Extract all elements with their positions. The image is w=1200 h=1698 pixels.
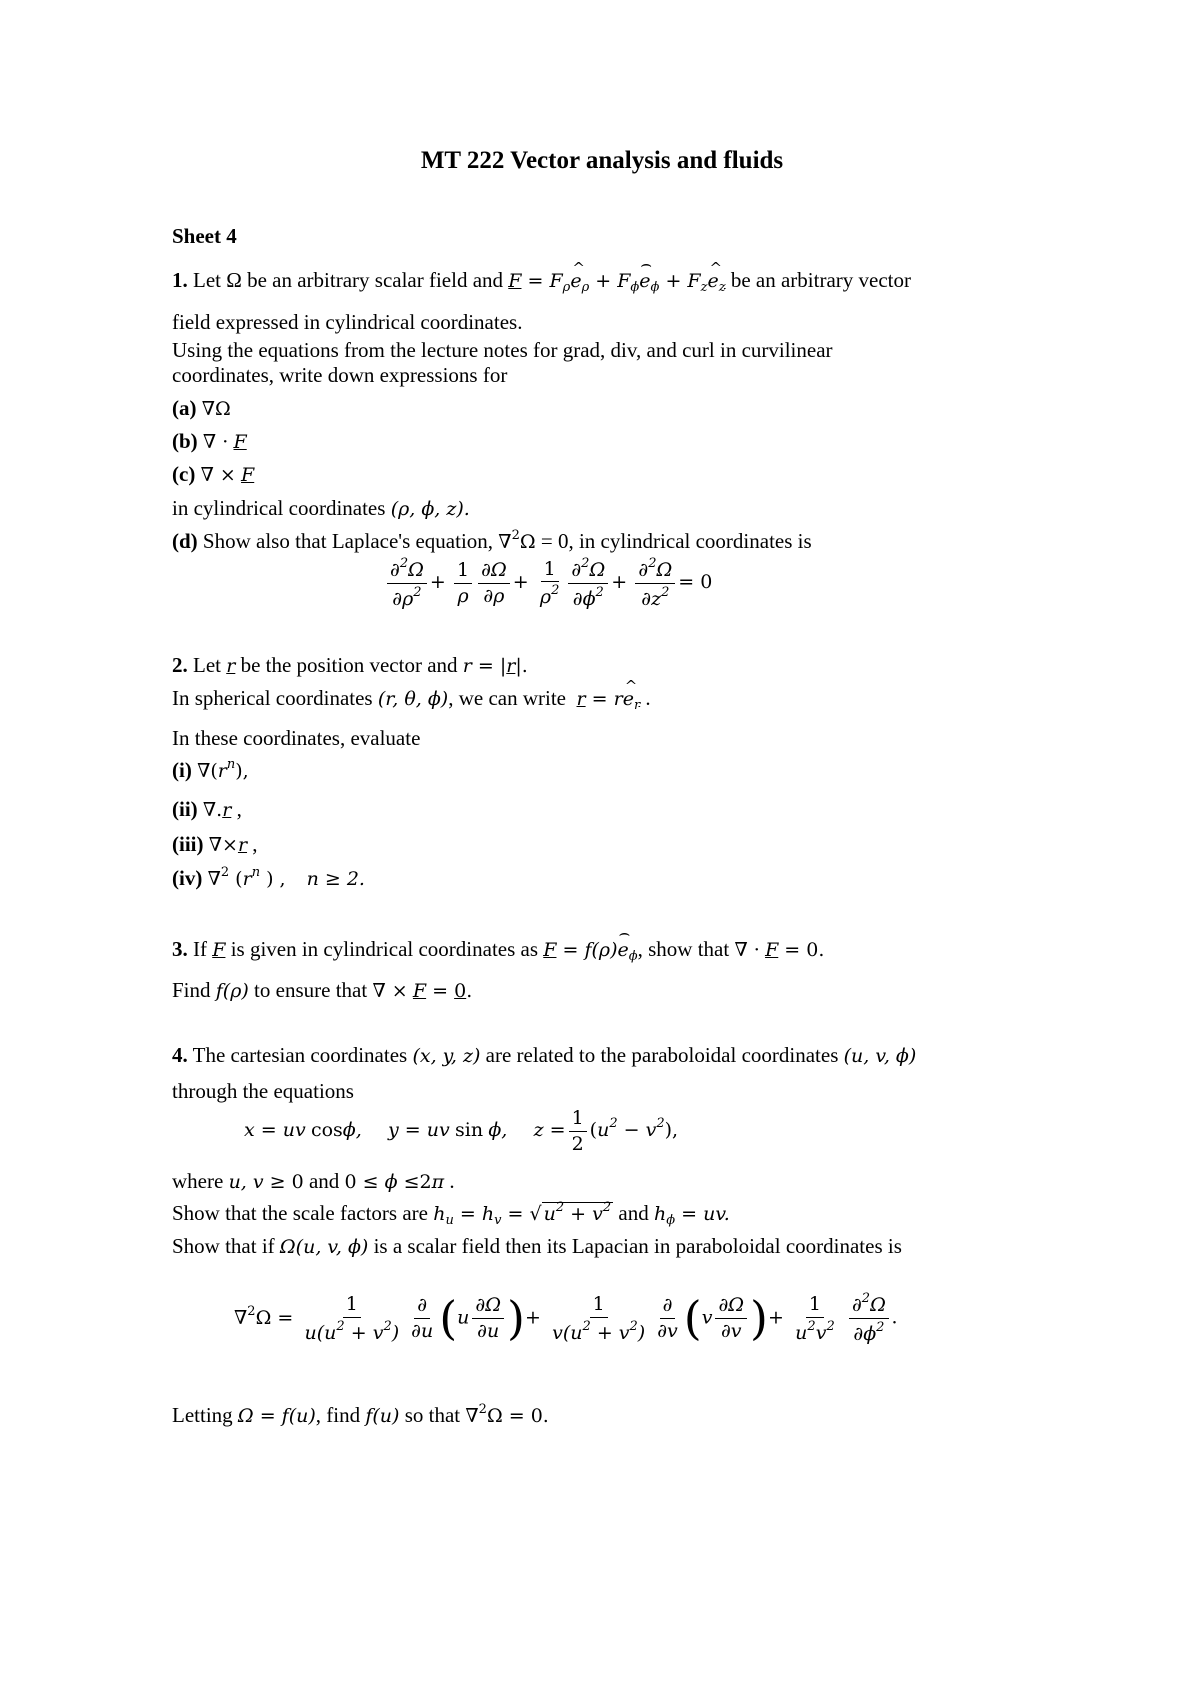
page-title: MT 222 Vector analysis and fluids (420, 147, 784, 174)
q4-scale-factors: Show that the scale factors are $h_u = h_v$ = √ $u^2 + v^2$ and $h_\phi$ = uv. (172, 1200, 730, 1228)
q1-part-a: (a) ∇Ω (172, 396, 231, 420)
q1-line4: coordinates, write down expressions for (172, 363, 508, 387)
q1-line2: field expressed in cylindrical coordinates. (172, 310, 523, 334)
q1-part-b: (b) ∇ · F (172, 429, 247, 453)
q2-line3: In these coordinates, evaluate (172, 726, 421, 750)
sheet-label: Sheet 4 (172, 224, 237, 248)
cylindrical-laplacian-equation: $\frac{\partial^2\Omega}{\partial\rho^2}$ + $\frac{1}{\rho}$ $\frac{\partial\Omega}{\partial\rho}$ + $\frac{1}{\rho^2}$ $\frac{\partial^2\Omega}{\partial\phi^2}$ + $\frac{\partial^2\Omega}{\partial z^2}$ = 0 (384, 557, 712, 610)
q4-final: Letting Ω = f(u), find f(u) so that ∇$^2$Ω = 0. (172, 1402, 549, 1427)
q2-line2: In spherical coordinates (r, θ, ϕ), we can write r = r^ $e_r$ . (172, 685, 651, 714)
q2-part-iii: (iii) ∇×r , (172, 832, 258, 856)
q4-where: where u, v ≥ 0 and 0 ≤ ϕ ≤2π . (172, 1169, 455, 1193)
q1-part-d: (d) Show also that Laplace's equation, ∇$^2$Ω = 0, in cylindrical coordinates is (172, 528, 812, 553)
q2-line1: 2. Let r be the position vector and r = |r|. (172, 653, 528, 677)
q1-line3: Using the equations from the lecture notes for grad, div, and curl in curvilinear (172, 338, 833, 362)
q3-line1: 3. If F is given in cylindrical coordinates as F = f(ρ)⌢ $e_\phi$, show that ∇ · F = 0. (172, 936, 824, 965)
q1-intro: 1. Let Ω be an arbitrary scalar field and $F = F_\rho\^{}$ $e_\rho$ + $F_\phi⌢$ $e_\phi$ + $F_z\^{}$ $e_z$ be an arbitrary vector (172, 267, 911, 296)
q4-line1: 4. The cartesian coordinates (x, y, z) are related to the paraboloidal coordinates (u, v, ϕ) (172, 1043, 917, 1067)
q3-line2: Find f(ρ) to ensure that ∇ × F = 0. (172, 978, 473, 1002)
paraboloidal-laplacian-equation: ∇$^2$Ω = $\frac{1}{u(u^2 + v^2)}$ $\frac{\partial}{\partial u}$ (u $\frac{\partial\Omega}{\partial u}$ )+ $\frac{1}{v(u^2 + v^2)}$ $\frac{\partial}{\partial v}$ (v $\frac{\partial\Omega}{\partial v}$ )+ $\frac{1}{u^2v^2}$ $\frac{\partial^2\Omega}{\partial\phi^2}$ . (234, 1291, 898, 1346)
q1-part-c: (c) ∇ × F (172, 462, 255, 486)
q2-part-iv: (iv) ∇$^2$ ($r^n$ ) , n ≥ 2. (172, 865, 365, 890)
q2-part-i: (i) $\nabla(r^n)$, (172, 757, 249, 782)
q4-laplacian-intro: Show that if Ω(u, v, ϕ) is a scalar field then its Lapacian in paraboloidal coordinates is (172, 1234, 902, 1258)
q1-coords: in cylindrical coordinates (ρ, ϕ, z). (172, 496, 470, 520)
q4-line2: through the equations (172, 1079, 354, 1103)
paraboloidal-transform-equations: x = uv cosϕ, y = uv sin ϕ, z = $\frac{1}{2}$ $(u^2 - v^2)$, (244, 1107, 679, 1155)
q2-part-ii: (ii) ∇.r , (172, 797, 242, 821)
